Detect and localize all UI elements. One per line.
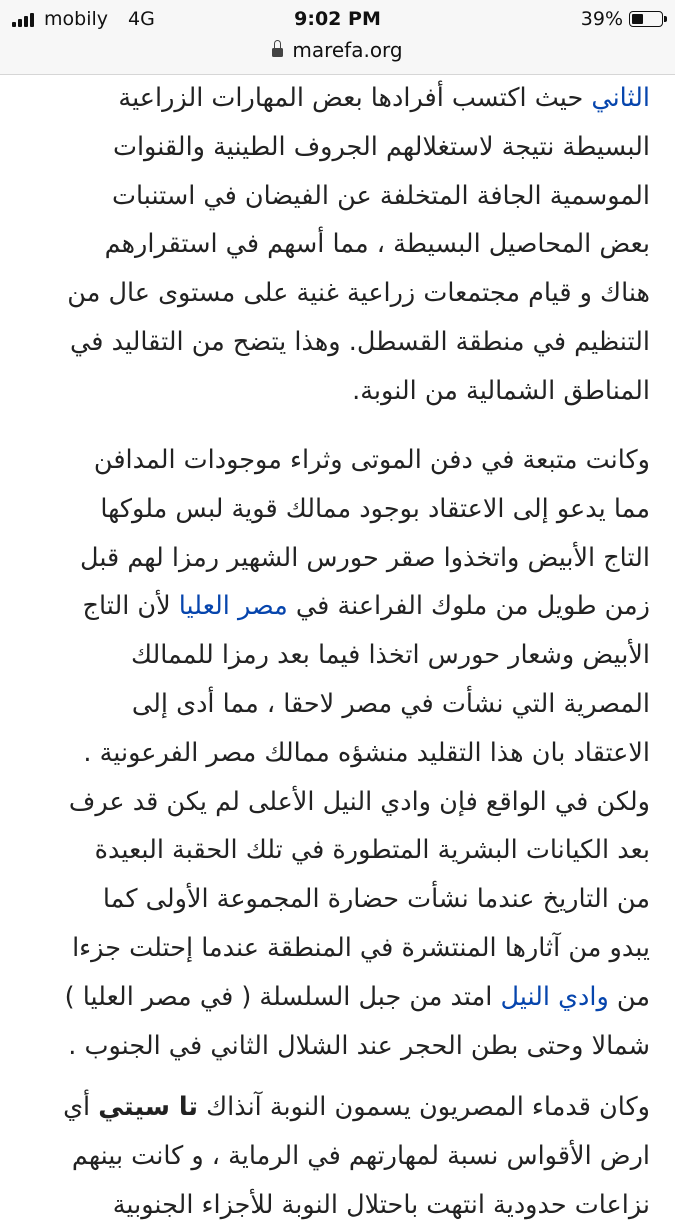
article-link[interactable]: الثاني: [591, 83, 650, 113]
battery-icon: [629, 11, 663, 27]
text-line: [30, 631, 650, 680]
text-line: [30, 485, 650, 534]
address-bar[interactable]: [0, 36, 675, 64]
article-link[interactable]: مصر العليا: [178, 591, 288, 622]
text-line: [30, 680, 650, 729]
battery-cap: [664, 16, 667, 22]
text-line: [30, 826, 650, 875]
text-line: [30, 269, 650, 318]
text-segment: هناك و قيام مجتمعات زراعية غنية على مستوى عال من: [67, 278, 650, 309]
text-segment: لأن التاج: [82, 591, 179, 622]
text-line: [30, 74, 650, 123]
paragraph-1: [30, 74, 650, 416]
text-segment: نزاعات حدودية انتهت باحتلال النوبة للأجزاء الجنوبية: [112, 1189, 650, 1220]
article-link[interactable]: وادي النيل: [500, 981, 609, 1012]
text-segment: ولكن في الواقع فإن وادي النيل الأعلى لم يكن قد عرف: [68, 786, 650, 817]
text-line: [30, 436, 650, 485]
text-segment: وكان قدماء المصريون يسمون النوبة آنذاك: [197, 1092, 650, 1122]
text-segment: المناطق الشمالية من النوبة.: [352, 375, 650, 406]
text-line: [30, 1022, 650, 1071]
text-segment: من التاريخ عندما نشأت حضارة المجموعة الأولى كما: [102, 884, 650, 915]
text-segment: الأبيض وشعار حورس اتخذا فيما بعد رمزا للممالك: [131, 640, 650, 671]
text-line: [30, 1132, 650, 1181]
text-segment: زمن طويل من ملوك الفراعنة في: [287, 591, 650, 622]
text-segment: مما يدعو إلى الاعتقاد بوجود ممالك قوية لبس ملوكها: [100, 493, 650, 524]
text-segment: بعد الكيانات البشرية المتطورة في تلك الحقبة البعيدة: [94, 835, 650, 866]
text-line: [30, 1083, 650, 1132]
text-segment: بعض المحاصيل البسيطة ، مما أسهم في استقرارهم: [104, 229, 650, 260]
battery-fill: [632, 14, 643, 24]
text-segment: من: [608, 981, 650, 1012]
carrier-name: mobily: [44, 8, 108, 30]
text-segment: المصرية التي نشأت في مصر لاحقا ، مما أدى إلى: [131, 688, 650, 719]
text-segment: الموسمية الجافة المتخلفة عن الفيضان في استنبات: [111, 180, 650, 211]
paragraph-2: [30, 436, 650, 1070]
text-segment: يبدو من آثارها المنتشرة في المنطقة عندما إحتلت جزءا: [72, 932, 650, 963]
text-line: [30, 534, 650, 583]
text-line: [30, 220, 650, 269]
battery-percent: 39%: [580, 8, 623, 30]
text-segment: أي: [63, 1092, 99, 1122]
text-line: [30, 582, 650, 631]
status-right: [581, 6, 663, 32]
lock-icon: [272, 44, 283, 58]
status-time: 9:02 PM: [294, 8, 381, 30]
status-bar: [0, 0, 675, 75]
text-segment: امتد من جبل السلسلة ( في مصر العليا ): [64, 981, 501, 1012]
text-line: [30, 924, 650, 973]
text-segment: وكانت متبعة في دفن الموتى وثراء موجودات المدافن: [93, 445, 650, 475]
text-line: [30, 875, 650, 924]
text-line: [30, 973, 650, 1022]
text-segment: شمالا وحتى بطن الحجر عند الشلال الثاني في الجنوب .: [68, 1030, 650, 1061]
text-line: [30, 172, 650, 221]
text-line: [30, 729, 650, 778]
text-line: [30, 318, 650, 367]
text-line: [30, 123, 650, 172]
text-line: [30, 778, 650, 827]
text-segment: التاج الأبيض واتخذوا صقر حورس الشهير رمزا لهم قبل: [80, 542, 650, 573]
status-row: [0, 6, 675, 32]
text-line: [30, 1181, 650, 1229]
text-segment: ارض الأقواس نسبة لمهارتهم في الرماية ، و كانت بينهم: [71, 1140, 650, 1171]
bold-term: تا سيتي: [98, 1092, 198, 1122]
text-segment: حيث اكتسب أفرادها بعض المهارات الزراعية: [118, 83, 592, 113]
text-segment: التنظيم في منطقة القسطل. وهذا يتضح من التقاليد في: [70, 326, 650, 357]
text-line: [30, 367, 650, 416]
network-type: 4G: [128, 8, 155, 30]
article-content: [0, 75, 675, 1220]
text-segment: الاعتقاد بان هذا التقليد منشؤه ممالك مصر الفرعونية .: [83, 737, 650, 768]
url-text[interactable]: marefa.org: [292, 38, 403, 62]
paragraph-3: [30, 1083, 650, 1229]
text-segment: البسيطة نتيجة لاستغلالهم الجروف الطينية والقنوات: [112, 131, 650, 162]
